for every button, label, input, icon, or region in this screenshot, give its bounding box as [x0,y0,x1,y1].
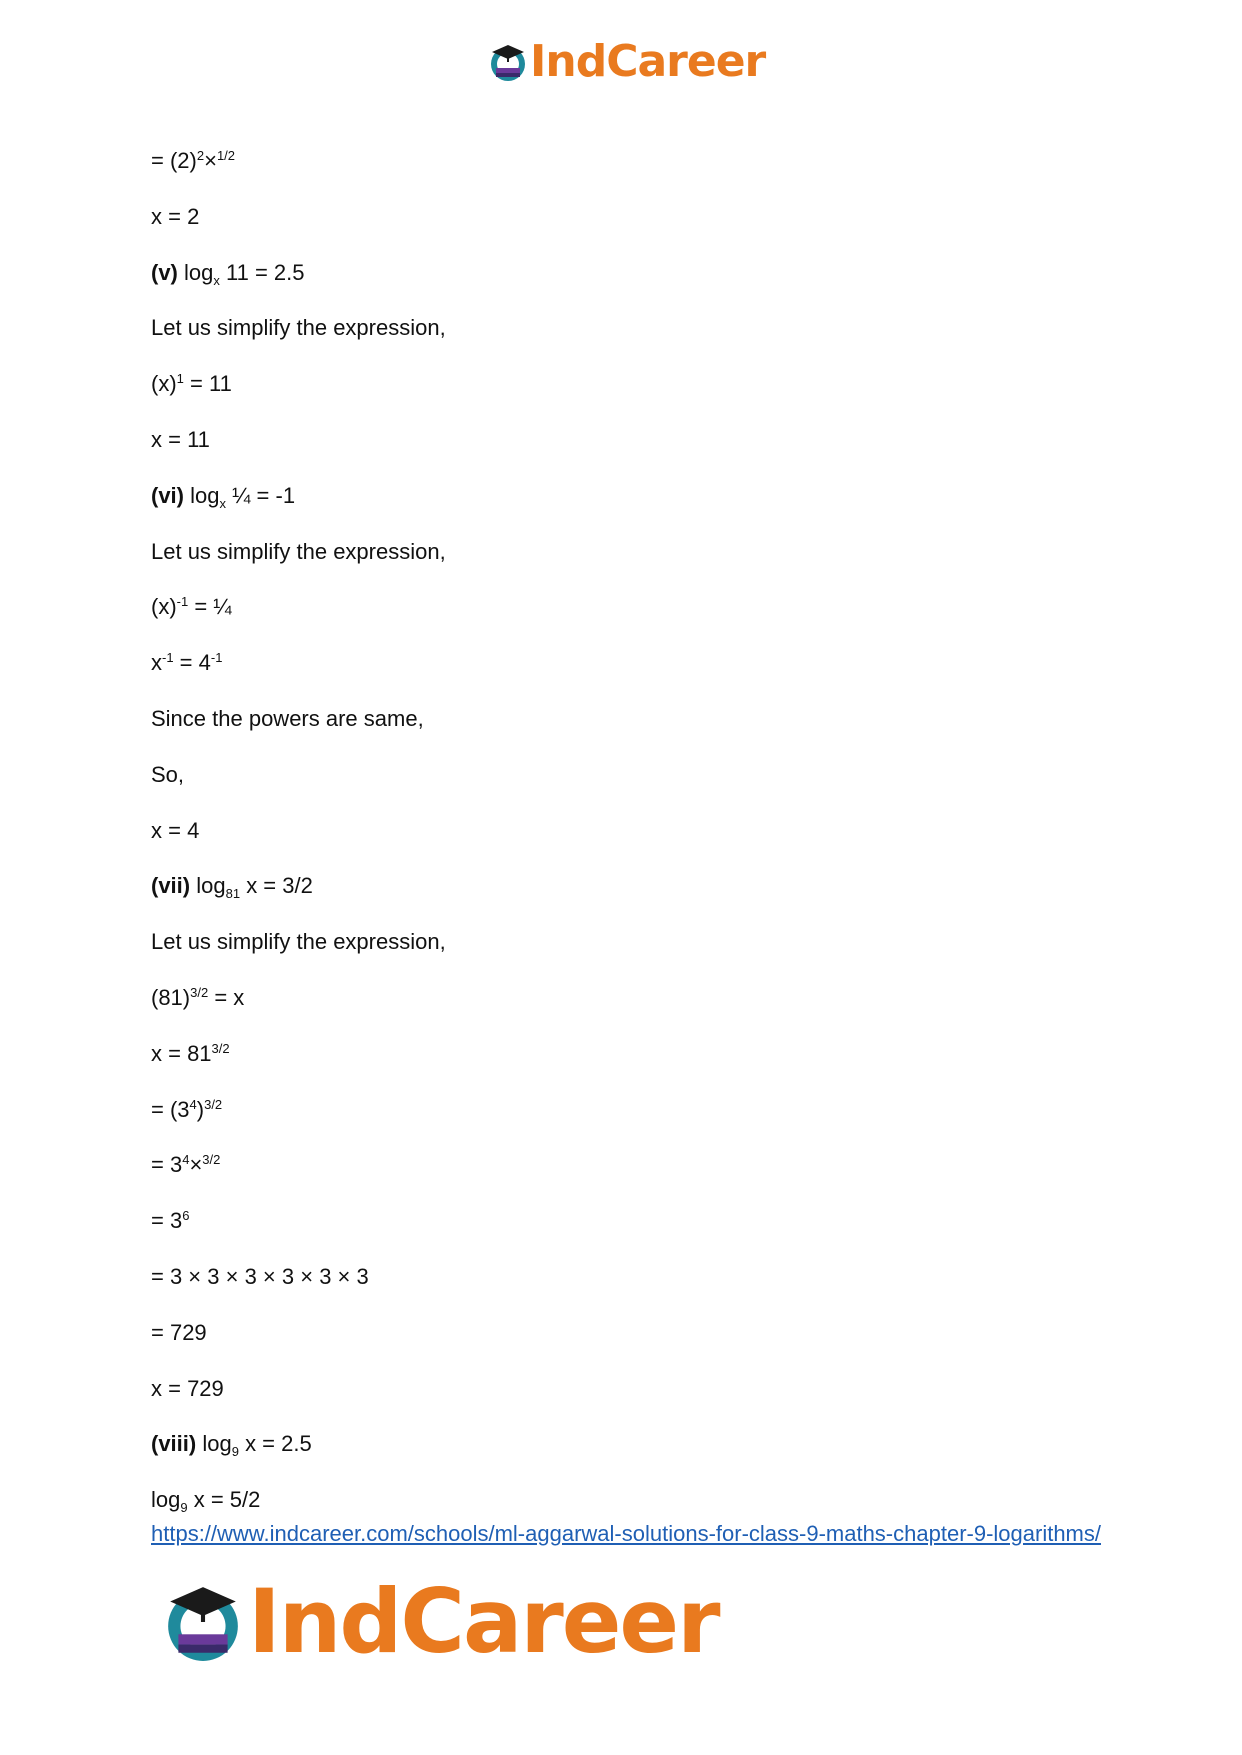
header-logo [488,36,766,87]
footer-logo [162,1570,719,1673]
question-label: (viii) [151,1431,197,1457]
question-label: (vii) [151,873,191,899]
step-text: Let us simplify the expression, [151,315,446,341]
step-text: x = 4 [151,817,200,843]
step-text: x = 5/2 [187,1487,261,1513]
step-text: (81) [151,984,191,1010]
step-text: log [196,1431,232,1457]
step-text: = ¼ [188,594,232,620]
step-line [151,706,1111,732]
step-text: = 3 [151,1208,183,1234]
question-label: (vi) [151,482,184,508]
step-line [151,427,1111,453]
step-text: So, [151,761,185,787]
exponent: 1/2 [216,148,236,163]
step-text: ¼ = -1 [225,482,296,508]
exponent: 2 [196,148,205,163]
step-text: Let us simplify the expression, [151,538,446,564]
step-text: = 3 [151,1152,183,1178]
step-text: = 729 [151,1319,207,1345]
exponent: 6 [182,1208,190,1224]
step-text: × [204,148,217,173]
step-line [151,371,1111,397]
step-text: log [184,482,220,508]
log-base: 9 [180,1500,188,1516]
step-text: = x [208,984,245,1010]
log-base: x [219,495,226,511]
step-line [151,1208,1111,1234]
exponent: 4 [189,1096,197,1112]
exponent: 3/2 [204,1096,223,1112]
step-text: x = 81 [151,1040,212,1066]
exponent: 3/2 [202,1152,221,1168]
log-base: x [213,272,220,288]
step-text: = (3 [151,1096,190,1122]
exponent: 1 [176,371,184,387]
step-text: x = 729 [151,1375,224,1401]
step-text: log [151,1487,181,1513]
step-line [151,1097,1111,1123]
exponent: -1 [176,594,189,610]
step-text: = 11 [183,371,232,397]
step-text: = 3 × 3 × 3 × 3 × 3 × 3 [151,1263,369,1289]
step-line [151,315,1111,341]
step-text: (x) [151,371,177,397]
step-text: ) [196,1096,205,1122]
step-line [151,762,1111,788]
step-text: × [189,1152,203,1178]
step-line [151,1264,1111,1290]
question-line [151,873,1111,902]
step-text: 11 = 2.5 [219,259,305,285]
step-line [151,929,1111,955]
solution-content [151,148,1111,1548]
step-line [151,818,1111,844]
step-text: Let us simplify the expression, [151,929,446,955]
step-text: = (2) [151,148,197,173]
graduation-cap-books-logo-icon [488,42,528,82]
step-text: = 4 [173,650,211,676]
step-text: x = 2.5 [238,1431,312,1457]
step-text: (x) [151,594,177,620]
exponent: -1 [162,650,174,666]
header-logo-wordmark: IndCareer [530,36,766,87]
step-text: log [190,873,226,899]
step-line [151,1152,1111,1178]
source-link[interactable]: https://www.indcareer.com/schools/ml-aggarwal-solutions-for-class-9-maths-chapter-9-logarithms/ [151,1521,1101,1547]
exponent: 3/2 [211,1040,230,1056]
question-label: (v) [151,259,178,285]
question-line [151,483,1111,509]
exponent: 3/2 [190,984,209,1000]
step-text: Since the powers are same, [151,705,424,731]
question-line [151,1431,1111,1460]
graduation-cap-books-logo-icon [162,1581,244,1663]
step-text: x = 11 [151,426,210,452]
step-text: x = 2 [151,203,200,229]
footer-logo-wordmark: IndCareer [248,1570,719,1673]
log-base: 81 [225,886,241,902]
step-line [151,1320,1111,1346]
exponent: 4 [182,1152,190,1168]
step-text: x = 3/2 [240,873,313,899]
question-line [151,260,1111,286]
step-text: log [177,259,214,285]
step-line [151,148,1111,174]
exponent: -1 [210,650,223,666]
step-line [151,594,1111,620]
step-line [151,1487,1111,1516]
step-text: x [151,650,162,676]
step-line [151,650,1111,676]
step-line [151,539,1111,565]
step-line [151,1376,1111,1402]
step-line [151,985,1111,1011]
log-base: 9 [231,1444,239,1460]
step-line [151,1041,1111,1067]
step-line [151,204,1111,230]
